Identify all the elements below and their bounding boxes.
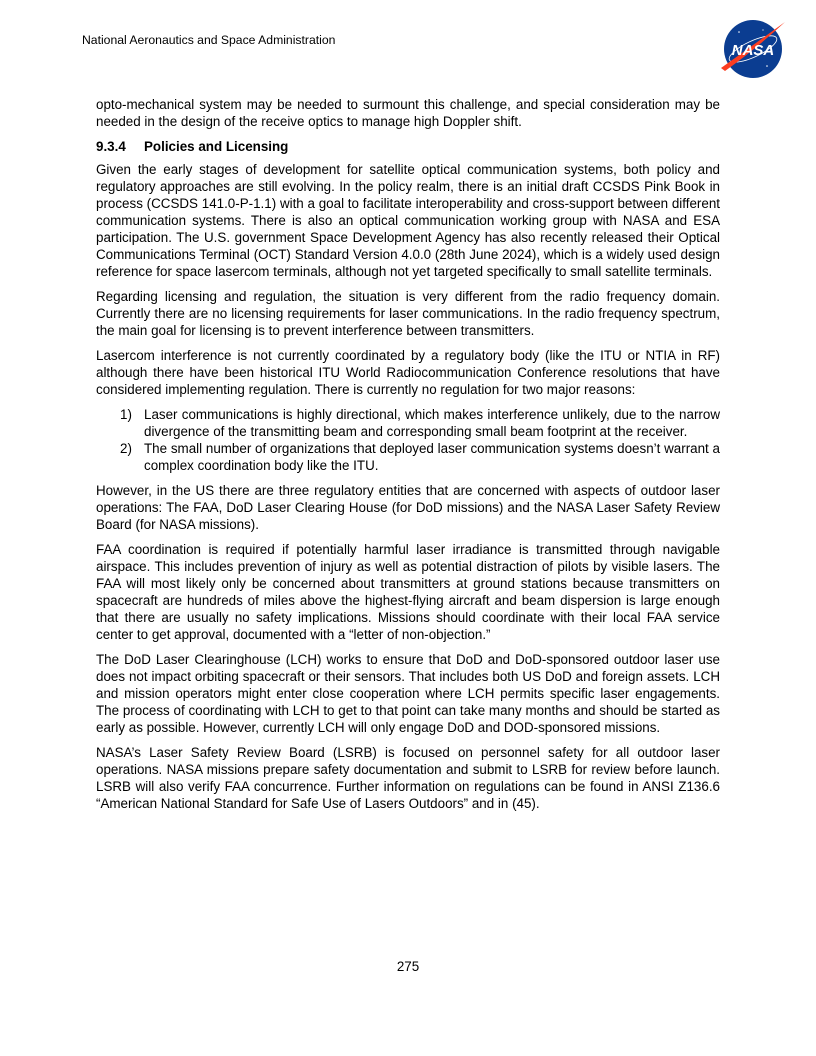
paragraph: Lasercom interference is not currently coordinated by a regulatory body (like the ITU or NTIA in RF) although there have been historical ITU World Radiocommunication Conference resolutions that have considered implementing regulation. There is currently no regulation for two major reasons:	[96, 348, 720, 397]
paragraph: Given the early stages of development for satellite optical communication systems, both policy and regulatory approaches are still evolving. In the policy realm, there is an initial draft CCSDS Pink Book in process (CCSDS 141.0-P-1.1) with a goal to facilitate interoperability and cross-support between different communication systems. There is also an optical communication working group with NASA and ESA participation. The U.S. government Space Development Agency has also recently released their Optical Communications Terminal (OCT) Standard Version 4.0.0 (28th June 2024), which is a widely used design reference for space lasercom terminals, although not yet targeted specifically to small satellite terminals.	[96, 162, 720, 279]
list-marker: 2)	[120, 441, 132, 456]
page-number: 275	[396, 959, 420, 974]
reasons-list	[96, 406, 720, 474]
section-heading	[96, 138, 720, 155]
paragraph: FAA coordination is required if potentially harmful laser irradiance is transmitted through navigable airspace. This includes prevention of injury as well as potential distraction of pilots by visible lasers. The FAA will most likely only be concerned about transmitters at ground stations because transmitters on spacecraft are hundreds of miles above the highest-flying aircraft and beam dispersion is large enough that there are usually no safety implications. Missions should coordinate with their local FAA service center to get approval, documented with a “letter of non-objection.”	[96, 542, 720, 642]
list-item-text: Laser communications is highly directional, which makes interference unlikely, due to the narrow divergence of the transmitting beam and corresponding small beam footprint at the receiver.	[144, 407, 720, 439]
list-item-text: The small number of organizations that deployed laser communication systems doesn’t warrant a complex coordination body like the ITU.	[144, 441, 720, 473]
document-body	[96, 96, 720, 820]
nasa-logo	[719, 18, 787, 80]
paragraph: Regarding licensing and regulation, the situation is very different from the radio frequency domain. Currently there are no licensing requirements for laser communications. In the radio frequency spectrum, the main goal for licensing is to prevent interference between transmitters.	[96, 289, 720, 338]
list-marker: 1)	[120, 407, 132, 422]
svg-text:NASA: NASA	[731, 42, 775, 59]
paragraph: The DoD Laser Clearinghouse (LCH) works to ensure that DoD and DoD-sponsored outdoor laser use does not impact orbiting spacecraft or their sensors. That includes both US DoD and foreign assets. LCH and mission operators might enter close cooperation where LCH permits specific laser engagements. The process of coordinating with LCH to get to that point can take many months and should be started as early as possible. However, currently LCH will only engage DoD and DOD-sponsored missions.	[96, 652, 720, 735]
list-item	[96, 440, 720, 474]
paragraph: opto-mechanical system may be needed to surmount this challenge, and special consideration may be needed in the design of the receive optics to manage high Doppler shift.	[96, 97, 720, 129]
header-organization: National Aeronautics and Space Administration	[82, 33, 336, 47]
section-title: Policies and Licensing	[144, 139, 289, 154]
paragraph: NASA’s Laser Safety Review Board (LSRB) is focused on personnel safety for all outdoor laser operations. NASA missions prepare safety documentation and submit to LSRB for review before launch. LSRB will also verify FAA concurrence. Further information on regulations can be found in ANSI Z136.6 “American National Standard for Safe Use of Lasers Outdoors” and in (45).	[96, 745, 720, 811]
section-number: 9.3.4	[96, 139, 126, 154]
paragraph: However, in the US there are three regulatory entities that are concerned with aspects of outdoor laser operations: The FAA, DoD Laser Clearing House (for DoD missions) and the NASA Laser Safety Review Board (for NASA missions).	[96, 483, 720, 532]
list-item	[96, 406, 720, 440]
